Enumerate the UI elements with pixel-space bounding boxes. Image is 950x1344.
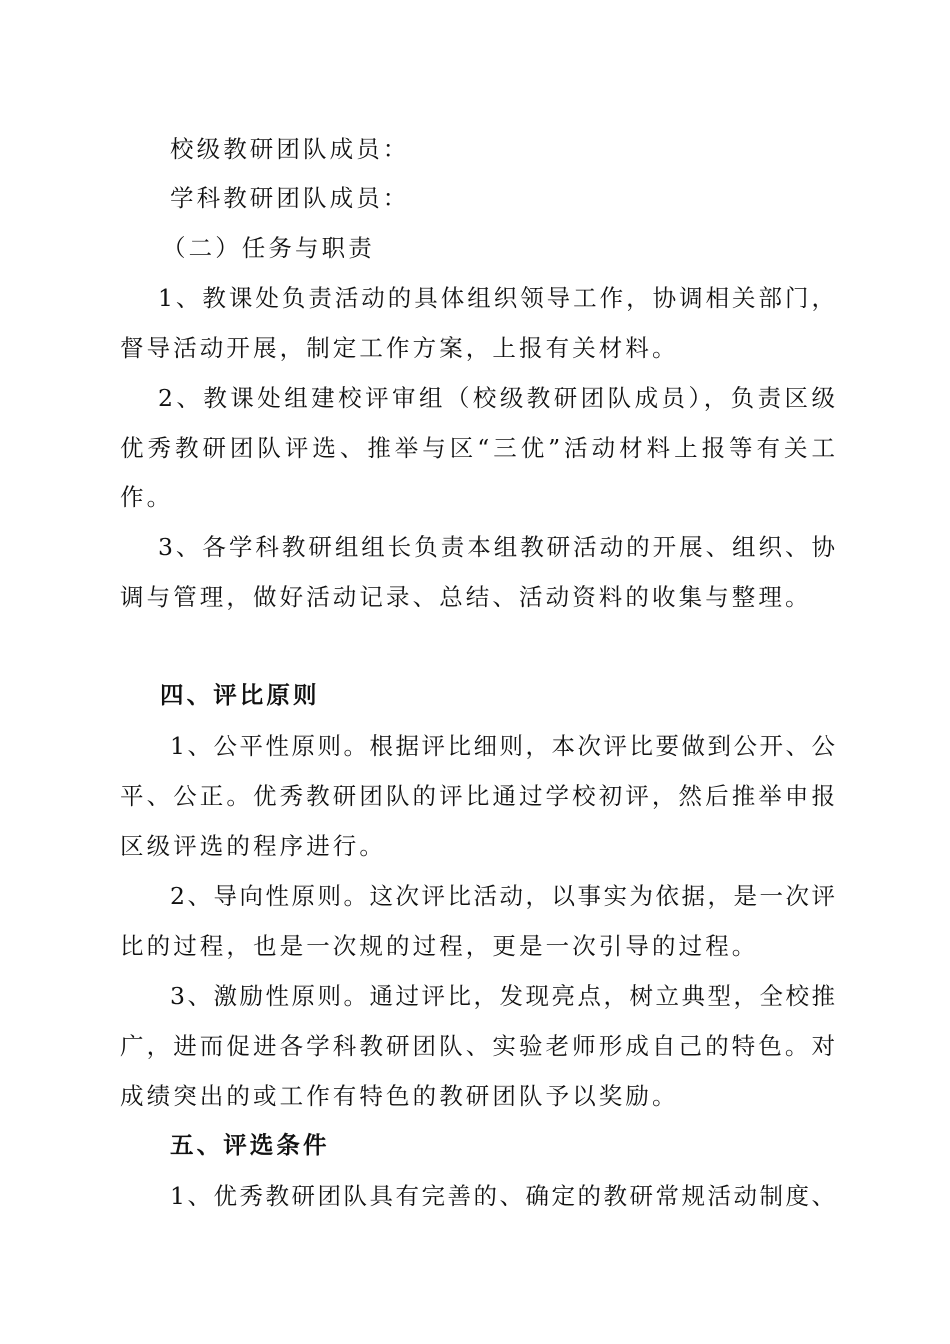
paragraph-line: 督导活动开展，制定工作方案，上报有关材料。 (120, 334, 679, 362)
paragraph-line: 1、公平性原则。根据评比细则，本次评比要做到公开、公 (170, 732, 835, 760)
section-heading-principles: 四、评比原则 (160, 681, 320, 709)
school-team-members-line: 校级教研团队成员： (170, 135, 410, 163)
paragraph-line: 3、激励性原则。通过评比，发现亮点，树立典型，全校推 (170, 982, 835, 1010)
subject-team-members-line: 学科教研团队成员： (170, 184, 410, 212)
paragraph-line: 1、优秀教研团队具有完善的、确定的教研常规活动制度、 (170, 1182, 835, 1210)
paragraph-line: 区级评选的程序进行。 (120, 832, 386, 860)
paragraph-line: 比的过程，也是一次规的过程，更是一次引导的过程。 (120, 932, 759, 960)
paragraph-line: 平、公正。优秀教研团队的评比通过学校初评，然后推举申报 (120, 782, 835, 810)
subsection-tasks-heading: （二）任务与职责 (162, 234, 375, 262)
paragraph-line: 1、教课处负责活动的具体组织领导工作，协调相关部门， (158, 284, 835, 312)
paragraph-line: 成绩突出的或工作有特色的教研团队予以奖励。 (120, 1082, 679, 1110)
paragraph-line: 作。 (120, 483, 174, 511)
paragraph-line: 2、导向性原则。这次评比活动，以事实为依据，是一次评 (170, 882, 835, 910)
section-heading-criteria: 五、评选条件 (170, 1131, 330, 1159)
paragraph-line: 优秀教研团队评选、推举与区“三优”活动材料上报等有关工 (120, 434, 835, 462)
paragraph-line: 2、教课处组建校评审组（校级教研团队成员），负责区级 (158, 384, 835, 412)
paragraph-line: 3、各学科教研组组长负责本组教研活动的开展、组织、协 (158, 533, 835, 561)
paragraph-line: 调与管理，做好活动记录、总结、活动资料的收集与整理。 (120, 583, 812, 611)
paragraph-line: 广，进而促进各学科教研团队、实验老师形成自己的特色。对 (120, 1032, 835, 1060)
